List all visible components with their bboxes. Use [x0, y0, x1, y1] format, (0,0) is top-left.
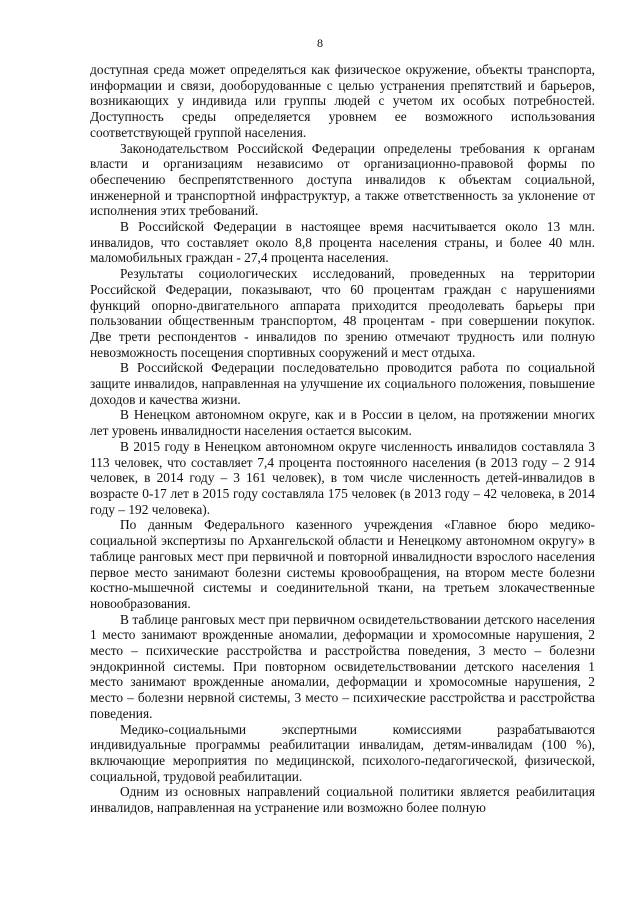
paragraph-disabled-population-russia: В Российской Федерации в настоящее время насчитывается около 13 млн. инвалидов, что составляет около 8,8 процента населения страны, и более 40 млн. маломобильных граждан - 27,4 процента населения. [90, 219, 595, 266]
paragraph-disability-level-nao: В Ненецком автономном округе, как и в России в целом, на протяжении многих лет уровень инвалидности населения остается высоким. [90, 407, 595, 439]
paragraph-social-policy-rehabilitation: Одним из основных направлений социальной политики является реабилитация инвалидов, направленная на устранение или возможно более полную [90, 784, 595, 816]
paragraph-accessible-environment-continued: доступная среда может определяться как физическое окружение, объекты транспорта, информации и связи, дооборудованные с целью устранения препятствий и барьеров, возникающих у индивида или группы людей с учетом их особых потребностей. Доступность среды определяется уровнем ее возможного использования соответствующей группой населения. [90, 62, 595, 140]
paragraph-legislation-requirements: Законодательством Российской Федерации определены требования к органам власти и организациям независимо от организационно-правовой формы по обеспечению беспрепятственного доступа инвалидов к объектам социальной, инженерной и транспортной инфраструктур, а также ответственность за уклонение от исполнения этих требований. [90, 140, 595, 219]
paragraph-disabled-count-2015: В 2015 году в Ненецком автономном округе численность инвалидов составляла 3 113 человек, что составляет 7,4 процента постоянного населения (в 2013 году – 2 914 человек, в 2014 году – 3 161 человек), в том числе численность детей-инвалидов в возрасте 0-17 лет в 2015 году составляла 175 человек (в 2013 году – 42 человека, в 2014 году – 192 человека). [90, 438, 595, 517]
paragraph-ranking-children: В таблице ранговых мест при первичном освидетельствовании детского населения 1 место занимают врожденные аномалии, деформации и хромосомные нарушения, 2 место – психические расстройства и расстройства поведения, 3 место – болезни эндокринной системы. При повторном освидетельствовании детского населения 1 место занимают врожденные аномалии, деформации и хромосомные нарушения, 2 место – болезни нервной системы, 3 место – психические расстройства и расстройства поведения. [90, 611, 595, 721]
body-text [90, 62, 595, 816]
paragraph-medical-expertise-adults: По данным Федерального казенного учреждения «Главное бюро медико-социальной экспертизы по Архангельской области и Ненецкому автономном округу» в таблице ранговых мест при первичной и повторной инвалидности взрослого населения первое место занимают болезни системы кровообращения, на втором месте болезни костно-мышечной системы и соединительной ткани, на третьем злокачественные новообразования. [90, 517, 595, 611]
paragraph-rehabilitation-programs: Медико-социальными экспертными комиссиями разрабатываются индивидуальные программы реабилитации инвалидам, детям-инвалидам (100 %), включающие мероприятия по медицинской, психолого-педагогической, физической, социальной, трудовой реабилитации. [90, 721, 595, 784]
page-number: 8 [317, 36, 323, 50]
paragraph-social-protection: В Российской Федерации последовательно проводится работа по социальной защите инвалидов, направленная на улучшение их социального положения, повышение доходов и качества жизни. [90, 360, 595, 407]
paragraph-sociological-research: Результаты социологических исследований, проведенных на территории Российской Федерации, показывают, что 60 процентам граждан с нарушениями функций опорно-двигательного аппарата приходится преодолевать барьеры при пользовании общественным транспортом, 48 процентам - при совершении покупок. Две трети респондентов - инвалидов по зрению отмечают трудность или полную невозможность посещения спортивных сооружений и мест отдыха. [90, 266, 595, 360]
